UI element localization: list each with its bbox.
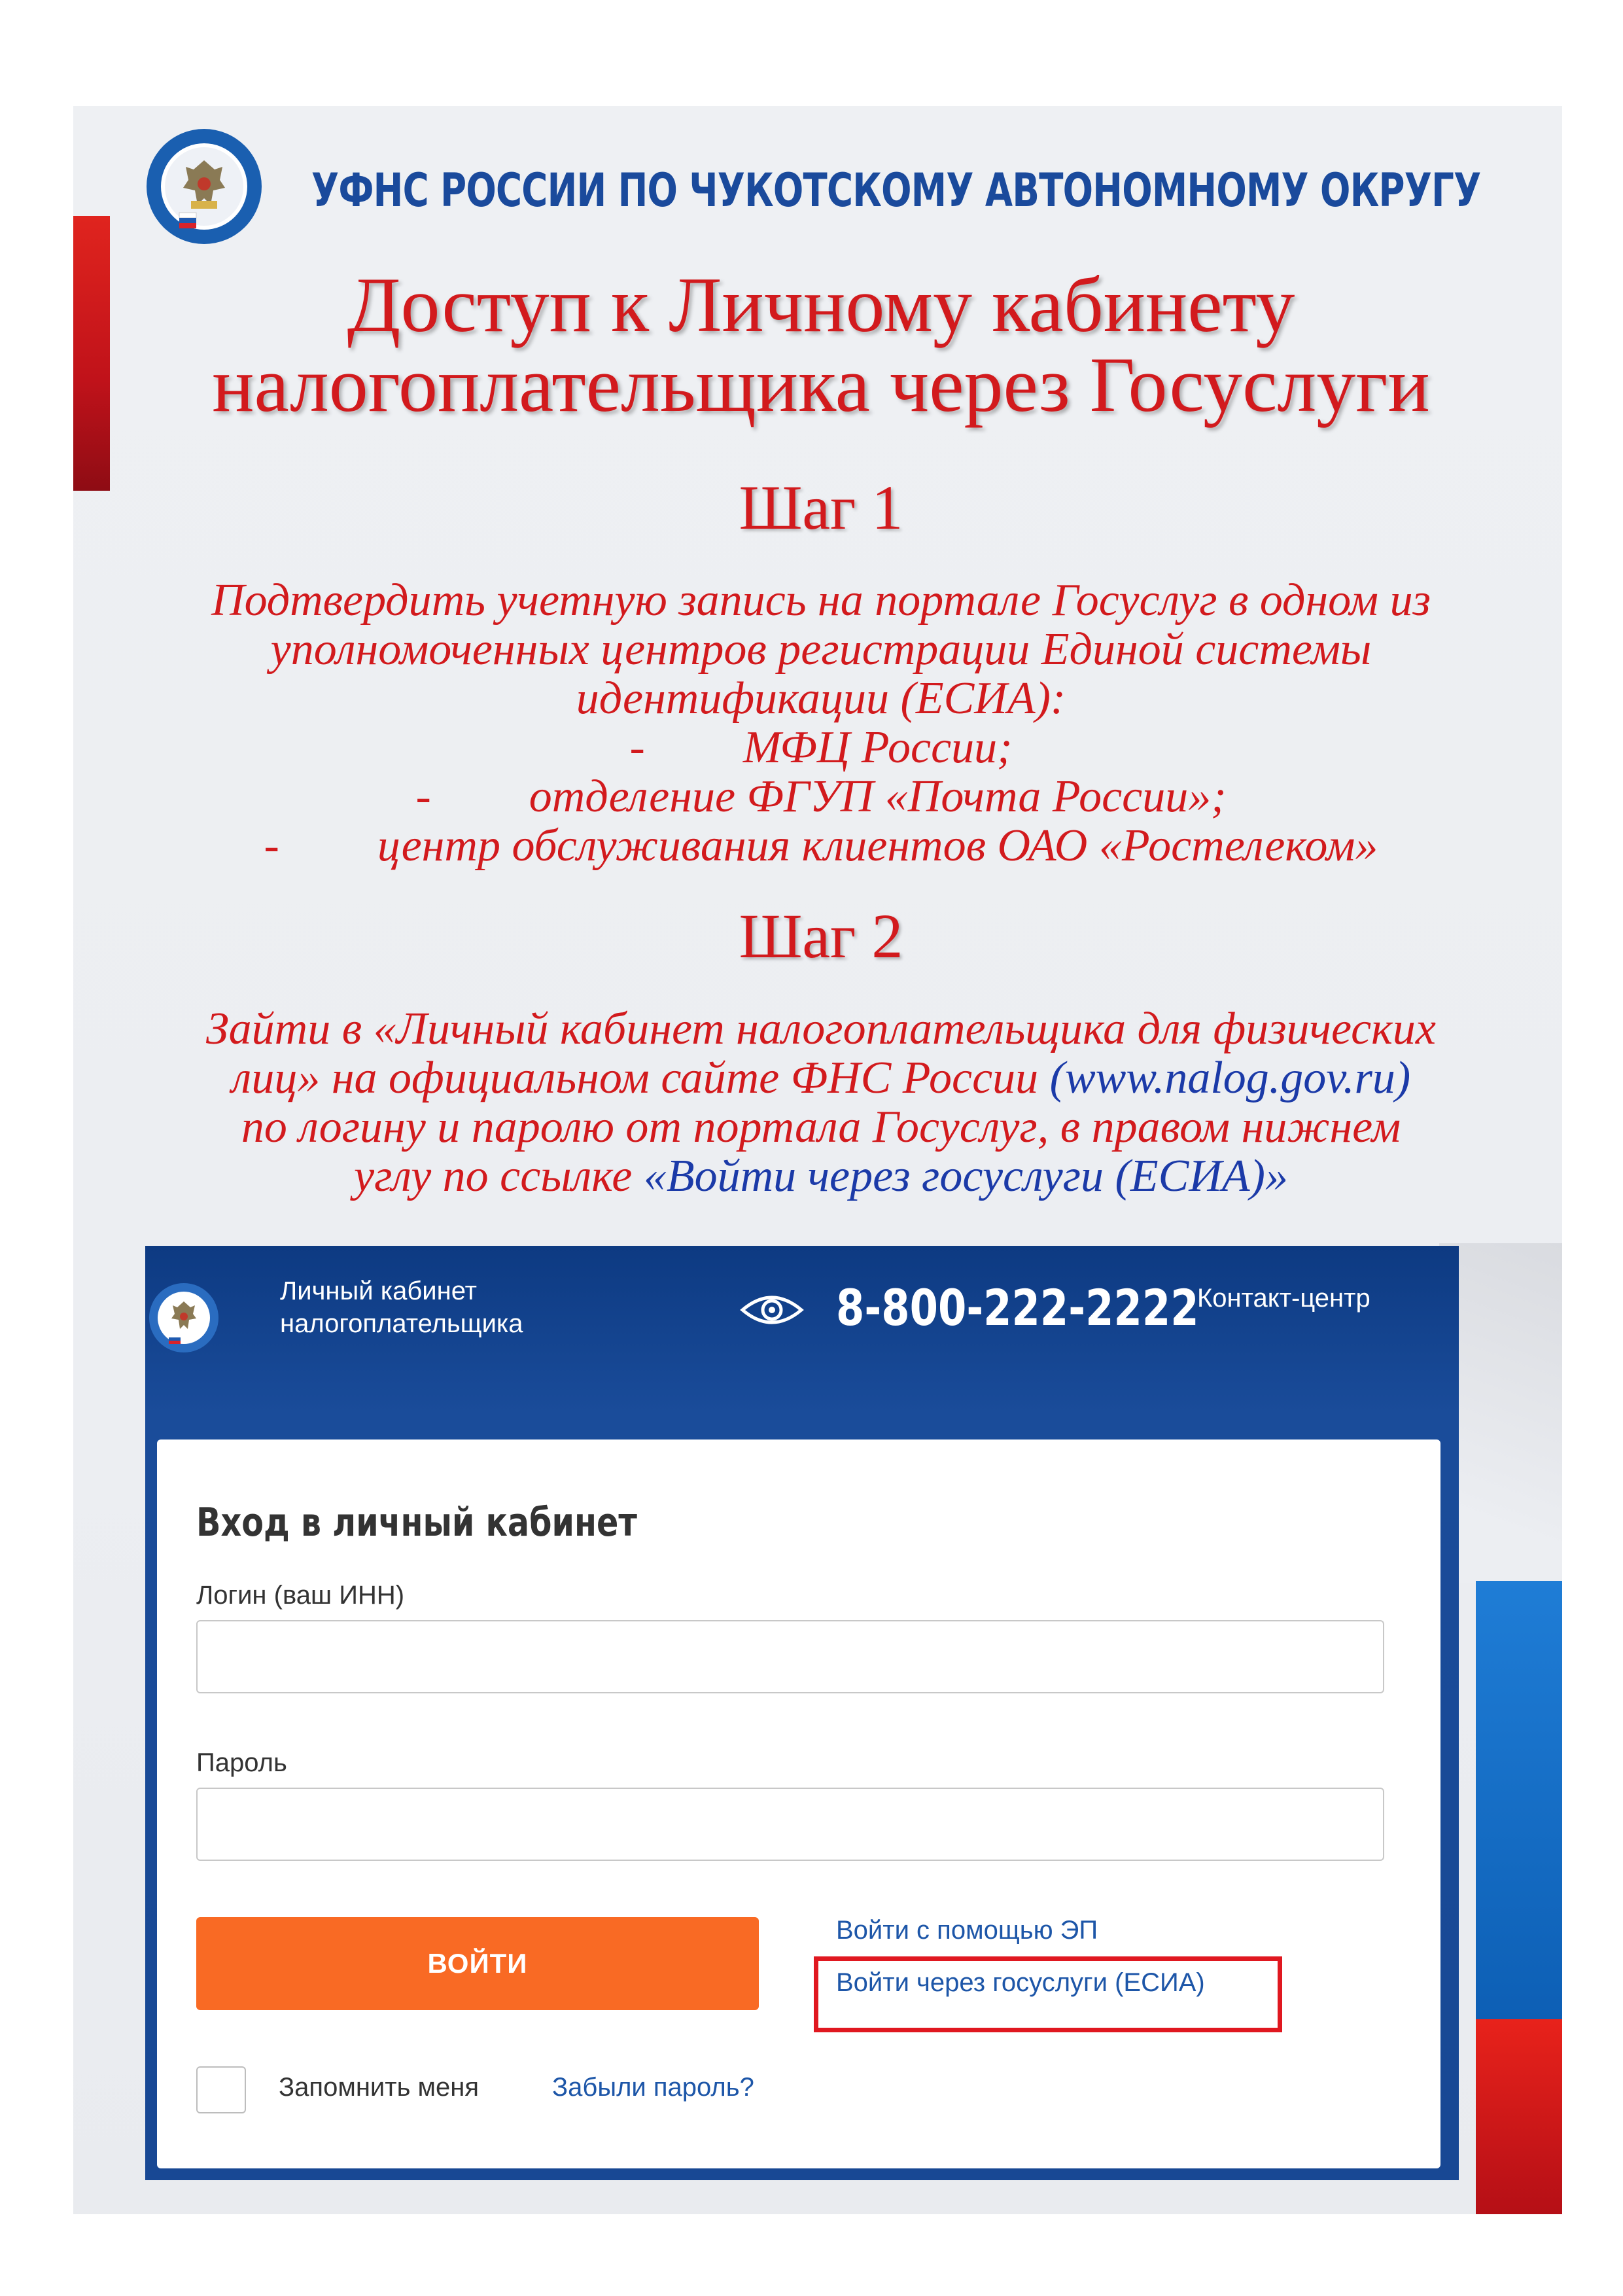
step1-list-item: - МФЦ России; (629, 722, 1013, 773)
hotline-phone: 8-800-222-2222 (836, 1279, 1199, 1337)
flag-blue-stripe (1476, 1581, 1562, 2019)
contact-center-label: Контакт-центр (1197, 1284, 1370, 1313)
step1-heading: Шаг 1 (739, 472, 903, 542)
step1-list-item: - отделение ФГУП «Почта России»; (415, 771, 1227, 822)
step2-line: Зайти в «Личный кабинет налогоплательщика для физических (206, 1004, 1436, 1054)
esia-text-link: «Войти через госуслуги (ЕСИА)» (643, 1151, 1288, 1201)
password-input[interactable] (196, 1788, 1384, 1861)
login-page-screenshot (145, 1246, 1459, 2180)
login-button[interactable]: ВОЙТИ (196, 1917, 759, 2010)
esia-login-link[interactable]: Войти через госуслуги (ЕСИА) (836, 1968, 1205, 1997)
fns-emblem-icon (148, 1282, 220, 1354)
bullet-marker: - (415, 771, 431, 822)
ep-login-link[interactable]: Войти с помощью ЭП (836, 1916, 1098, 1945)
step2-heading: Шаг 2 (739, 901, 903, 971)
eye-icon[interactable] (739, 1290, 805, 1330)
esia-highlight-box (814, 1956, 1282, 2032)
flag-red-stripe (1476, 2019, 1562, 2214)
step1-line: уполномоченных центров регистрации Единой системы (270, 624, 1372, 675)
step2-text (92, 1004, 1550, 1201)
forgot-password-link[interactable]: Забыли пароль? (552, 2073, 754, 2102)
page-title (92, 261, 1550, 428)
site-brand[interactable]: Личный кабинет налогоплательщика (280, 1277, 523, 1338)
remember-me-checkbox[interactable] (196, 2066, 246, 2113)
password-label: Пароль (196, 1748, 287, 1777)
step1-line: Подтвердить учетную запись на портале Госуслуг в одном из (211, 575, 1431, 626)
step2-line: по логину и паролю от портала Госуслуг, в правом нижнем (241, 1102, 1401, 1152)
login-input[interactable] (196, 1620, 1384, 1693)
remember-me-label: Запомнить меня (279, 2073, 480, 2102)
org-title: УФНС РОССИИ ПО ЧУКОТСКОМУ АВТОНОМНОМУ ОКРУГУ (311, 164, 1481, 217)
page-title-line: налогоплательщика через Госуслуги (212, 341, 1430, 428)
step1-line: идентификации (ЕСИА): (576, 673, 1066, 724)
page-title-line: Доступ к Личному кабинету (347, 261, 1295, 348)
step2-line: лиц» на официальном сайте ФНС России (www.nalog.gov.ru) (231, 1053, 1411, 1103)
login-card (157, 1439, 1440, 2168)
login-label: Логин (ваш ИНН) (196, 1581, 405, 1610)
bullet-marker: - (264, 821, 279, 871)
login-card-title: Вход в личный кабинет (196, 1500, 637, 1545)
step1-list-item: - центр обслуживания клиентов ОАО «Ростелеком» (264, 821, 1378, 871)
step1-text (92, 576, 1550, 870)
step2-line: углу по ссылке «Войти через госуслуги (ЕСИА)» (354, 1151, 1288, 1201)
fns-emblem-icon (145, 128, 263, 245)
nalog-site-link[interactable]: (www.nalog.gov.ru) (1049, 1053, 1411, 1103)
bullet-marker: - (629, 722, 645, 773)
